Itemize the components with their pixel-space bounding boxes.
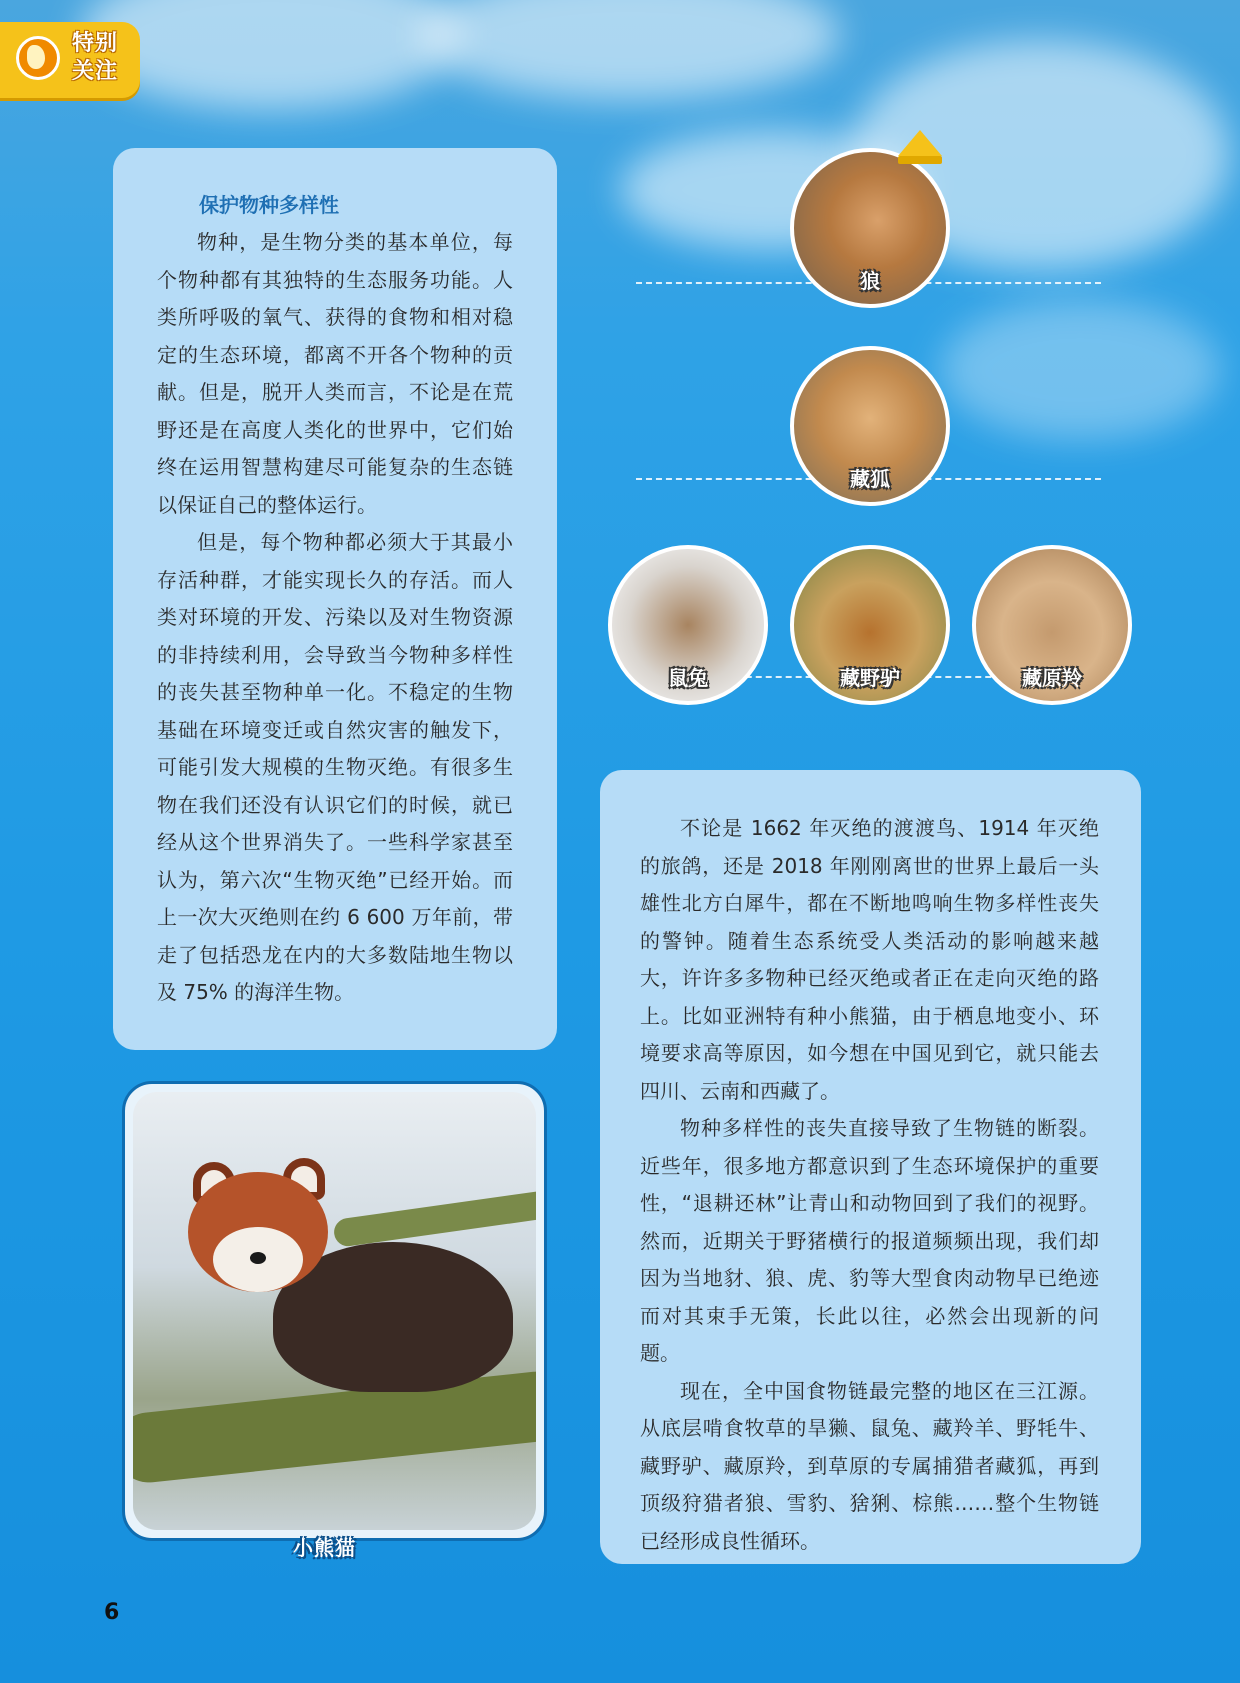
wolf-label: 狼 <box>860 269 880 293</box>
crown-icon <box>898 130 942 156</box>
branch <box>332 1184 536 1248</box>
tibetan-fox-label: 藏狐 <box>850 467 890 491</box>
kiang-photo <box>790 545 950 705</box>
crown-icon-band <box>898 156 942 164</box>
wolf-photo <box>790 148 950 308</box>
photo-caption: 小熊猫 <box>293 1536 356 1560</box>
globe-icon <box>16 36 60 80</box>
right-article-panel <box>600 770 1141 1564</box>
tibetan-gazelle-label: 藏原羚 <box>1022 666 1082 690</box>
cloud <box>940 300 1220 440</box>
paragraph: 不论是 1662 年灭绝的渡渡鸟、1914 年灭绝的旅鸽，还是 2018 年刚刚离世的世界上最后一头雄性北方白犀牛，都在不断地鸣响生物多样性丧失的警钟。随着生态系统受人类活动的影响越来越大，许许多多物种已经灭绝或者正在走向灭绝的路上。比如亚洲特有种小熊猫，由于栖息地变小、环境要求高等原因，如今想在中国见到它，就只能去四川、云南和西藏了。 <box>640 816 1099 1103</box>
section-badge <box>0 22 140 98</box>
left-article-panel <box>113 148 557 1050</box>
pika-label: 鼠兔 <box>668 666 708 690</box>
paragraph: 物种多样性的丧失直接导致了生物链的断裂。近些年，很多地方都意识到了生态环境保护的重要性，“退耕还林”让青山和动物回到了我们的视野。然而，近期关于野猪横行的报道频频出现，我们却因为当地豺、狼、虎、豹等大型食肉动物早已绝迹而对其束手无策，长此以往，必然会出现新的问题。 <box>640 1116 1099 1365</box>
badge-label <box>72 30 136 86</box>
tibetan-fox-photo <box>790 346 950 506</box>
page-number: 6 <box>104 1600 120 1625</box>
tibetan-gazelle-photo <box>972 545 1132 705</box>
paragraph: 现在，全中国食物链最完整的地区在三江源。从底层啃食牧草的旱獭、鼠兔、藏羚羊、野牦牛、藏野驴、藏原羚，到草原的专属捕猎者藏狐，再到顶级狩猎者狼、雪豹、猞猁、棕熊……整个生物链已经形成良性循环。 <box>640 1378 1099 1553</box>
red-panda-photo <box>133 1092 536 1530</box>
section-heading: 保护物种多样性 <box>199 193 339 217</box>
badge-line1: 特别 <box>72 31 119 56</box>
paragraph: 物种，是生物分类的基本单位，每个物种都有其独特的生态服务功能。人类所呼吸的氧气、获得的食物和相对稳定的生态环境，都离不开各个物种的贡献。但是，脱开人类而言，不论是在荒野还是在高度人类化的世界中，它们始终在运用智慧构建尽可能复杂的生态链以保证自己的整体运行。 <box>157 230 513 517</box>
cloud <box>420 0 840 100</box>
paragraph: 但是，每个物种都必须大于其最小存活种群，才能实现长久的存活。而人类对环境的开发、污染以及对生物资源的非持续利用，会导致当今物种多样性的丧失甚至物种单一化。不稳定的生物基础在环境变迁或自然灾害的触发下，可能引发大规模的生物灭绝。有很多生物在我们还没有认识它们的时候，就已经从这个世界消失了。一些科学家甚至认为，第六次“生物灭绝”已经开始。而上一次大灭绝则在约 6 600 万年前，带走了包括恐龙在内的大多数陆地生物以及 75% 的海洋生物。 <box>157 530 513 1004</box>
red-panda-photo-frame <box>122 1081 547 1541</box>
pika-photo <box>608 545 768 705</box>
badge-line2: 关注 <box>72 59 119 84</box>
red-panda-nose <box>250 1252 266 1264</box>
kiang-label: 藏野驴 <box>840 666 900 690</box>
